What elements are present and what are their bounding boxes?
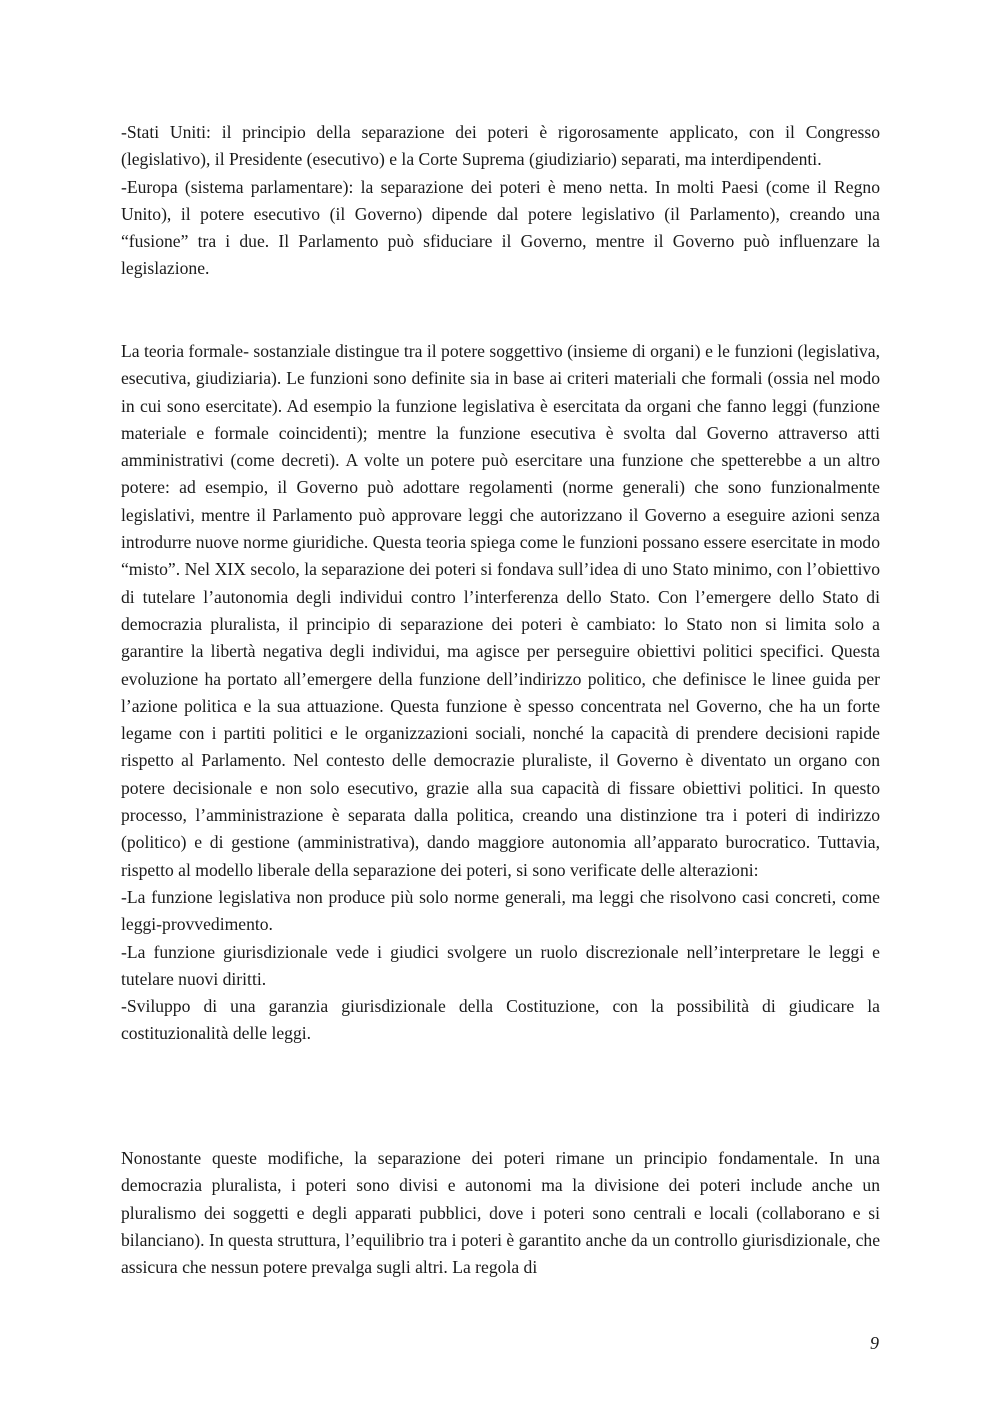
list-item-judicial: -La funzione giurisdizionale vede i giudici svolgere un ruolo discrezionale nell’interpretare le leggi e tutelare nuovi diritti.	[121, 941, 880, 989]
paragraph-united-states: -Stati Uniti: il principio della separazione dei poteri è rigorosamente applicato, con il Congresso (legislativo), il Presidente (esecutivo) e la Corte Suprema (giudiziario) separati, ma interdipendenti.	[121, 122, 880, 170]
section-conclusion	[121, 1145, 880, 1281]
paragraph-europe: -Europa (sistema parlamentare): la separazione dei poteri è meno netta. In molti Paesi (come il Regno Unito), il potere esecutivo (il Governo) dipende dal potere legislativo (il Parlamento), creando una “fusione” tra i due. Il Parlamento può sfiduciare il Governo, mentre il Governo può influenzare la legislazione.	[121, 176, 880, 279]
list-item-legislative: -La funzione legislativa non produce più solo norme generali, ma leggi che risolvono casi concreti, come leggi-provvedimento.	[121, 886, 880, 935]
paragraph-conclusion: Nonostante queste modifiche, la separazione dei poteri rimane un principio fondamentale. In una democrazia pluralista, i poteri sono divisi e autonomi ma la divisione dei poteri include anche un pluralismo dei soggetti e degli apparati pubblici, dove i poteri sono centrali e locali (collaborano e si bilanciano). In questa struttura, l’equilibrio tra i poteri è garantito anche da un controllo giurisdizionale, che assicura che nessun potere prevalga sugli altri. La regola di	[121, 1148, 880, 1278]
paragraph-theory: La teoria formale- sostanziale distingue tra il potere soggettivo (insieme di organi) e le funzioni (legislativa, esecutiva, giudiziaria). Le funzioni sono definite sia in base ai criteri materiali che formali (ossia nel modo in cui sono esercitate). Ad esempio la funzione legislativa è esercitata da organi che fanno leggi (funzione materiale e formale coincidenti); mentre la funzione esecutiva è svolta dal Governo attraverso atti amministrativi (come decreti). A volte un potere può esercitare una funzione che spetterebbe a un altro potere: ad esempio, il Governo può adottare regolamenti (norme generali) che sono funzionalmente legislativi, mentre il Parlamento può approvare leggi che autorizzano il Governo a eseguire azioni senza introdurre nuove norme giuridiche. Questa teoria spiega come le funzioni possano essere esercitate in modo “misto”. Nel XIX secolo, la separazione dei poteri si fondava sull’idea di uno Stato minimo, con l’obiettivo di tutelare l’autonomia degli individui contro l’interferenza dello Stato. Con l’emergere dello Stato di democrazia pluralista, il principio di separazione dei poteri è cambiato: lo Stato non si limita solo a garantire la libertà negativa degli individui, ma agisce per perseguire obiettivi politici specifici. Questa evoluzione ha portato all’emergere della funzione dell’indirizzo politico, che definisce le linee guida per l’azione politica e la sua attuazione. Questa funzione è spesso concentrata nel Governo, che ha un forte legame con i partiti politici e le organizzazioni sociali, nonché la capacità di prendere decisioni rapide rispetto al Parlamento. Nel contesto delle democrazie pluraliste, il Governo è diventato un organo con potere decisionale e non solo esecutivo, grazie alla sua capacità di fissare obiettivi politici. In questo processo, l’amministrazione è separata dalla politica, creando una distinzione tra i poteri di indirizzo (politico) e di gestione (amministrativa), dando maggiore autonomia all’apparato burocratico. Tuttavia, rispetto al modello liberale della separazione dei poteri, si sono verificate delle alterazioni:	[121, 341, 880, 880]
section-systems-comparison	[121, 119, 880, 283]
page-number: 9	[870, 1333, 879, 1353]
list-item-constitutional: -Sviluppo di una garanzia giurisdizionale della Costituzione, con la possibilità di giudicare la costituzionalità delle leggi.	[121, 996, 880, 1044]
section-formal-substantial-theory	[121, 338, 880, 1048]
